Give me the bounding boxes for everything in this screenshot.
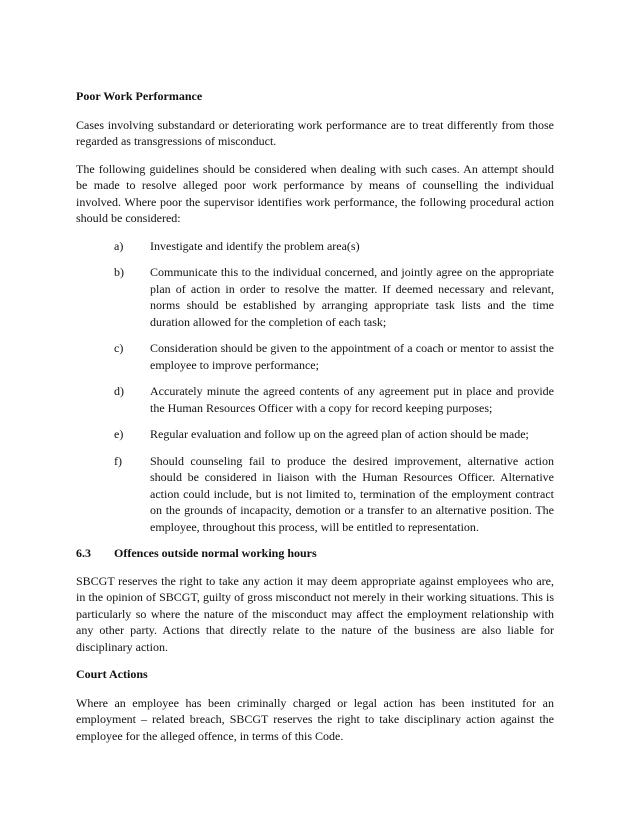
list-marker: a): [114, 238, 124, 253]
list-item-text: Investigate and identify the problem area(s): [150, 238, 360, 253]
document-page: [76, 88, 554, 755]
list-item-b: [76, 264, 554, 330]
list-marker: e): [114, 427, 124, 441]
list-item-text: Consideration should be given to the appointment of a coach or mentor to assist the employee to improve performance;: [150, 341, 554, 372]
list-item-f: [76, 453, 554, 536]
section-number: 6.3: [76, 546, 91, 560]
court-actions-paragraph: Where an employee has been criminally charged or legal action has been instituted for an employment – related breach, SBCGT reserves the right to take disciplinary action against the employee for the alleged offence, in terms of this Code.: [76, 695, 554, 743]
list-item-d: [76, 383, 554, 416]
list-item-text: Should counseling fail to produce the desired improvement, alternative action should be considered in liaison with the Human Resources Officer. Alternative action could include, but is not limited to, termination of the employment contract on the grounds of incapacity, demotion or a transfer to an alternative position. The employee, throughout this process, will be entitled to representation.: [150, 453, 554, 534]
list-item-text: Regular evaluation and follow up on the agreed plan of action should be made;: [150, 427, 529, 441]
court-actions-heading: Court Actions: [76, 667, 148, 681]
list-marker: d): [114, 384, 124, 398]
list-item-text: Accurately minute the agreed contents of any agreement put in place and provide the Human Resources Officer with a copy for record keeping purposes;: [150, 384, 554, 415]
list-item-text: Communicate this to the individual concerned, and jointly agree on the appropriate plan of action in order to resolve the matter. If deemed necessary and relevant, norms should be established by arranging appropriate task lists and the time duration allowed for the completion of each task;: [150, 265, 554, 329]
list-marker: f): [114, 453, 122, 468]
offences-paragraph: SBCGT reserves the right to take any action it may deem appropriate against employees who are, in the opinion of SBCGT, guilty of gross misconduct not merely in their working situations. This is particularly so where the nature of the misconduct may affect the employment relationship with any other party. Actions that directly relate to the nature of the business are also liable for disciplinary action.: [76, 573, 554, 654]
section-title: Offences outside normal working hours: [114, 546, 317, 560]
list-item-c: [76, 340, 554, 373]
poor-work-paragraph-1: Cases involving substandard or deteriorating work performance are to treat differently from those regarded as transgressions of misconduct.: [76, 117, 554, 148]
list-item-e: [76, 426, 554, 443]
poor-work-heading: Poor Work Performance: [76, 89, 203, 103]
list-marker: b): [114, 265, 124, 279]
offences-section-heading: [76, 545, 554, 562]
procedural-action-list: [76, 238, 554, 536]
list-marker: c): [114, 341, 124, 355]
list-item-a: [76, 238, 554, 255]
poor-work-paragraph-2: The following guidelines should be considered when dealing with such cases. An attempt should be made to resolve alleged poor work performance by means of counselling the individual involved. Where poor the supervisor identifies work performance, the following procedural action should be considered:: [76, 161, 554, 225]
